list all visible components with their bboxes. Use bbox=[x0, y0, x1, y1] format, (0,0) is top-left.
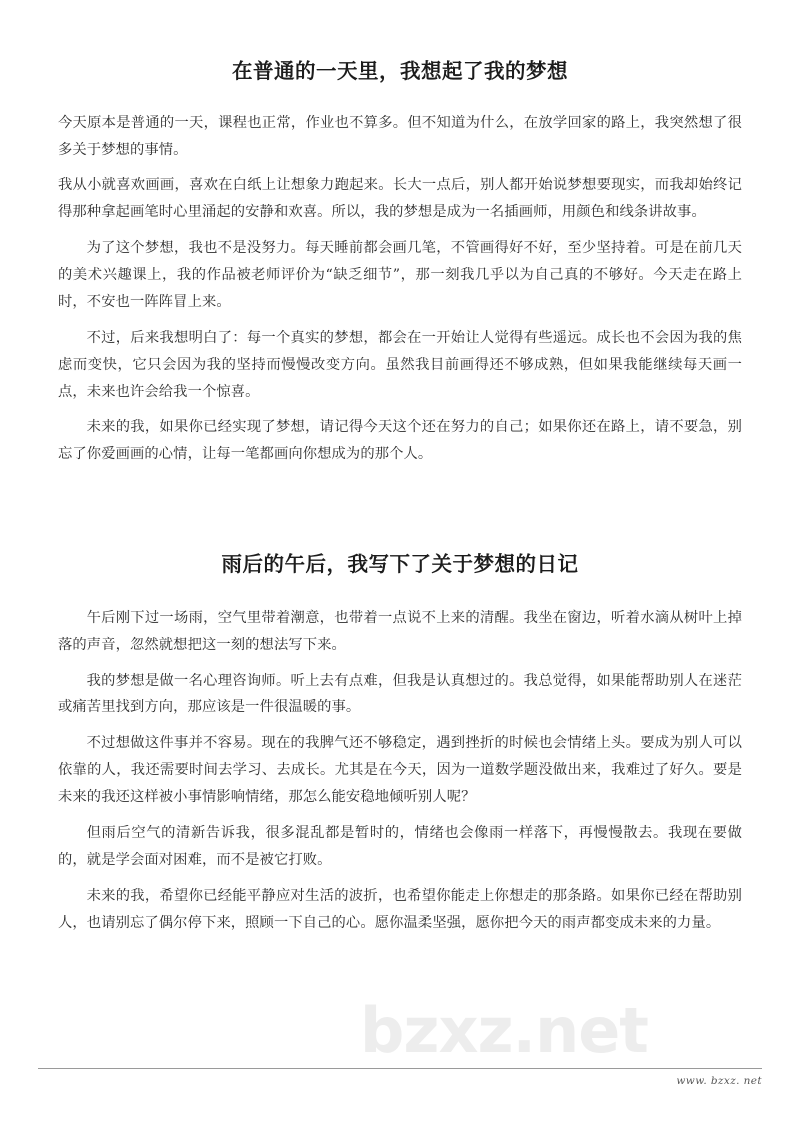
footer-url: www. bzxz. net bbox=[676, 1075, 762, 1087]
article-2-paragraph-5: 未来的我，希望你已经能平静应对生活的波折，也希望你能走上你想走的那条路。如果你已经在帮助别人，也请别忘了偶尔停下来，照顾一下自己的心。愿你温柔坚强，愿你把今天的雨声都变成未来的力量。 bbox=[58, 887, 742, 931]
article-1-paragraph-2: 我从小就喜欢画画，喜欢在白纸上让想象力跑起来。长大一点后，别人都开始说梦想要现实，而我却始终记得那种拿起画笔时心里涌起的安静和欢喜。所以，我的梦想是成为一名插画师，用颜色和线条讲故事。 bbox=[58, 177, 742, 221]
article-1-paragraph-5: 未来的我，如果你已经实现了梦想，请记得今天这个还在努力的自己；如果你还在路上，请不要急，别忘了你爱画画的心情，让每一笔都画向你想成为的那个人。 bbox=[58, 419, 742, 463]
footer-divider bbox=[38, 1068, 762, 1069]
article-2-paragraph-4: 但雨后空气的清新告诉我，很多混乱都是暂时的，情绪也会像雨一样落下，再慢慢散去。我现在要做的，就是学会面对困难，而不是被它打败。 bbox=[58, 824, 742, 868]
page-footer bbox=[38, 1068, 762, 1087]
article-1-paragraph-3: 为了这个梦想，我也不是没努力。每天睡前都会画几笔，不管画得好不好，至少坚持着。可是在前几天的美术兴趣课上，我的作品被老师评价为“缺乏细节”，那一刻我几乎以为自己真的不够好。今天走在路上时，不安也一阵阵冒上来。 bbox=[58, 240, 742, 310]
watermark: bzxz.net bbox=[360, 994, 648, 1067]
article-2-title: 雨后的午后，我写下了关于梦想的日记 bbox=[221, 552, 579, 577]
article-1-paragraph-4: 不过，后来我想明白了：每一个真实的梦想，都会在一开始让人觉得有些遥远。成长也不会因为我的焦虑而变快，它只会因为我的坚持而慢慢改变方向。虽然我目前画得还不够成熟，但如果我能继续每天画一点，未来也许会给我一个惊喜。 bbox=[58, 329, 742, 400]
article-2-paragraph-2: 我的梦想是做一名心理咨询师。听上去有点难，但我是认真想过的。我总觉得，如果能帮助别人在迷茫或痛苦里找到方向，那应该是一件很温暖的事。 bbox=[58, 672, 742, 716]
article-2-paragraph-1: 午后刚下过一场雨，空气里带着潮意，也带着一点说不上来的清醒。我坐在窗边，听着水滴从树叶上掉落的声音，忽然就想把这一刻的想法写下来。 bbox=[58, 609, 742, 653]
article-2 bbox=[58, 468, 742, 936]
article-2-paragraph-3: 不过想做这件事并不容易。现在的我脾气还不够稳定，遇到挫折的时候也会情绪上头。要成为别人可以依靠的人，我还需要时间去学习、去成长。尤其是在今天，因为一道数学题没做出来，我难过了好久。要是未来的我还这样被小事情影响情绪，那怎么能安稳地倾听别人呢？ bbox=[58, 735, 742, 806]
article-1-paragraph-1: 今天原本是普通的一天，课程也正常，作业也不算多。但不知道为什么，在放学回家的路上，我突然想了很多关于梦想的事情。 bbox=[58, 114, 742, 158]
article-1 bbox=[58, 0, 742, 468]
document-content bbox=[58, 0, 742, 936]
article-1-title: 在普通的一天里，我想起了我的梦想 bbox=[232, 59, 568, 83]
